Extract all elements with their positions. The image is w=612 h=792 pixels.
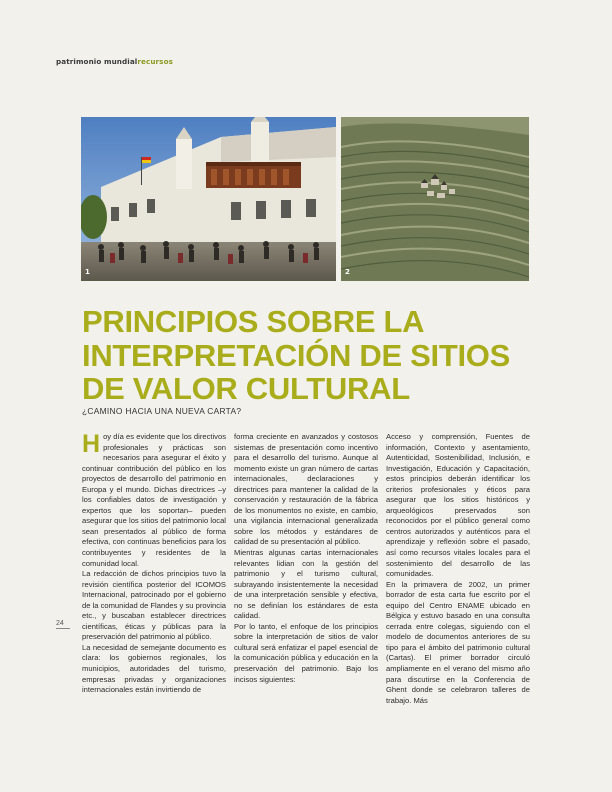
- paragraph-text: oy día es evidente que los directivos profesionales y prácticas son necesarios para asegurar el éxito y continuar contribución del público en los proyectos de desarrollo del patrimonio en Europa y el mundo. Dichas directrices –y los confiables datos de investigación y expertos que los soportan– pueden asegurar que los sitios del patrimonio local sean presentados al público de forma efectiva, con continuas beneficios para los contribuyentes y residentes de la comunidad local.: [82, 432, 226, 568]
- paragraph: En la primavera de 2002, un primer borrador de esta carta fue escrito por el equipo del Centro ENAME ubicado en Bélgica y estuvo basado en una consulta cerrada entre colegas, siguiendo con el modelo de documentos anteriores de su tipo para el ámbito del patrimonio cultural (Cartas). El primer borrador circuló ampliamente en el verano del mismo año para discutirse en la Conferencia de Ghent donde se celebraron talleres de trabajo. Más: [386, 579, 530, 705]
- paragraph: Mientras algunas cartas internacionales relevantes lidian con la gestión del patrimonio y el turismo cultural, subrayando insistentemente la necesidad de una interpretación sensible y efectiva, no se definían los estándares de esta calidad.: [234, 548, 378, 621]
- paragraph: La necesidad de semejante documento es clara: los gobiernos regionales, los municipios, autoridades del turismo, empresas privadas y organizaciones internacionales están invirtiendo de: [82, 642, 226, 695]
- photo-colonial-square: [81, 117, 336, 281]
- article-title: [82, 305, 532, 406]
- paragraph: Por lo tanto, el enfoque de los principios sobre la interpretación de sitios de valor cultural será enfatizar el papel esencial de la comunicación pública y educación en la preservación del patrimonio. Bajo los incisos siguientes:: [234, 621, 378, 684]
- photo-number: 2: [345, 268, 350, 276]
- paragraph: La redacción de dichos principios tuvo la revisión científica posterior del ICOMOS Internacional, patrocinado por el gobierno de la comunidad de Flandes y su provincia etc., y buscaban establecer directrices científicas, éticas y públicas para la preservación del patrimonio al público.: [82, 569, 226, 642]
- title-line: INTERPRETACIÓN DE SITIOS: [82, 337, 510, 373]
- drop-cap: H: [82, 430, 101, 458]
- paragraph: forma creciente en avanzados y costosos sistemas de presentación como incentivo para el desarrollo del turismo. Aunque al momento existe un gran número de cartas internacionales, declaraciones y directrices para mantener la calidad de la conservación y restauración de la fábrica de los monumentos no existe, en cambio, una vigilancia internacional generalizada sobre los métodos y estándares de calidad de su presentación al público.: [234, 432, 378, 547]
- section-label: patrimonio mundial: [56, 57, 138, 66]
- paragraph: Acceso y comprensión, Fuentes de información, Contexto y asentamiento, Autenticidad, Sostenibilidad, Inclusión, e Investigación, Educación y Capacitación, estos principios deberán identificar los criterios profesionales y éticos para asegurar que los sitios históricos y arqueológicos preservados son reconocidos por el público general como centros autorizados y auténticos para el aprendizaje y reflexión sobre el pasado, así como recursos vitales locales para el sostenimiento del desarrollo de las comunidades.: [386, 432, 530, 579]
- text-column-3: [386, 432, 530, 706]
- page-number: 24: [56, 620, 70, 629]
- section-header: [56, 57, 173, 66]
- title-line: DE VALOR CULTURAL: [82, 371, 410, 406]
- text-column-1: [82, 432, 226, 696]
- rice-terraces-photo: [341, 117, 529, 281]
- paragraph: [82, 432, 226, 569]
- text-column-2: [234, 432, 378, 685]
- photo-number: 1: [85, 268, 90, 276]
- title-line: PRINCIPIOS SOBRE LA: [82, 304, 425, 339]
- photo-rice-terraces: [341, 117, 529, 281]
- article-subtitle: ¿CAMINO HACIA UNA NUEVA CARTA?: [82, 406, 242, 416]
- colonial-square-photo: [81, 117, 336, 281]
- subsection-label: recursos: [137, 57, 173, 66]
